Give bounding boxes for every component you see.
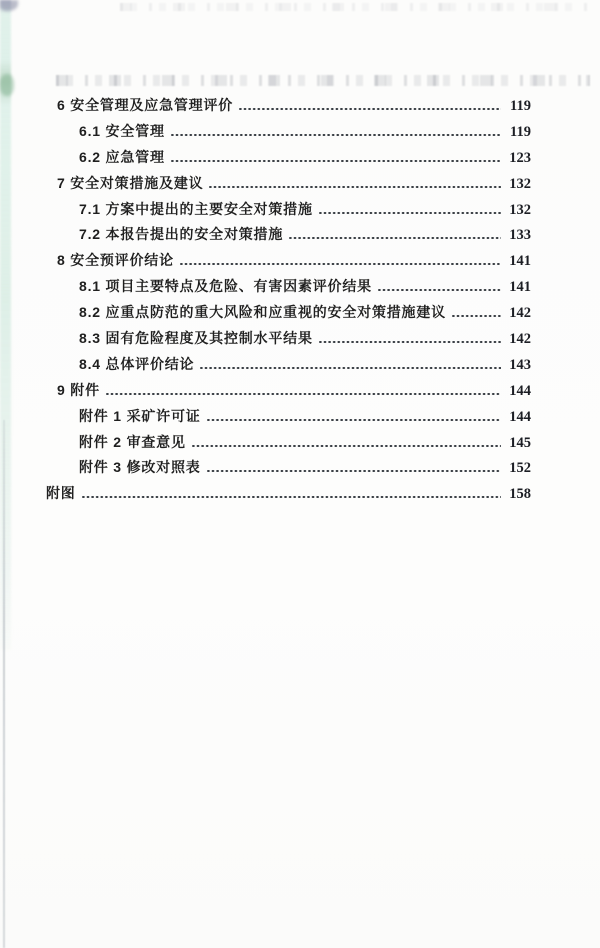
- toc-entry-page-number: 158: [509, 486, 531, 503]
- toc-entry-label: 7.2 本报告提出的安全对策措施: [79, 226, 284, 243]
- toc-entry-page-number: 119: [510, 98, 531, 114]
- toc-entry-label: 8.4 总体评价结论: [79, 355, 195, 372]
- bleed-through-artifact: [56, 75, 590, 86]
- dot-leader: [239, 108, 501, 110]
- toc-entry-label: 8 安全预评价结论: [57, 252, 174, 269]
- toc-entry: [46, 324, 531, 350]
- toc-entry: [46, 298, 531, 324]
- dot-leader: [378, 289, 501, 291]
- toc-entry: [46, 246, 531, 272]
- bleed-through-artifact-top: [120, 3, 590, 11]
- dot-leader: [207, 419, 501, 421]
- toc-entry-page-number: 119: [510, 123, 531, 140]
- toc-entry-label: 7.1 方案中提出的主要安全对策措施: [79, 200, 313, 217]
- toc-entry-label: 8.1 项目主要特点及危险、有害因素评价结果: [79, 278, 372, 295]
- toc-entry: [46, 195, 531, 221]
- dot-leader: [180, 263, 501, 265]
- dot-leader: [209, 186, 501, 188]
- toc-entry-label: 附件 3 修改对照表: [79, 459, 201, 476]
- toc-entry-page-number: 141: [509, 253, 531, 270]
- scan-smudge-corner: [0, 0, 18, 11]
- dot-leader: [319, 341, 501, 343]
- dot-leader: [319, 212, 501, 214]
- toc-entry-page-number: 144: [509, 382, 531, 399]
- dot-leader: [82, 496, 501, 498]
- toc-entry-label: 7 安全对策措施及建议: [57, 174, 204, 191]
- scan-smudge-green: [0, 74, 14, 96]
- dot-leader: [200, 367, 501, 369]
- dot-leader: [207, 470, 501, 472]
- toc-entry: [46, 350, 531, 376]
- toc-entry-label: 8.3 固有危险程度及其控制水平结果: [79, 330, 313, 347]
- toc-entry-page-number: 142: [509, 331, 531, 348]
- dot-leader: [452, 315, 501, 317]
- toc-entry: [46, 91, 531, 117]
- scan-edge-artifact: [0, 0, 11, 650]
- toc-entry-label: 附件 1 采矿许可证: [79, 407, 201, 424]
- dot-leader: [106, 393, 501, 395]
- toc-entry-page-number: 133: [509, 227, 531, 244]
- toc-entry-label: 9 附件: [57, 381, 100, 398]
- toc-entry-page-number: 132: [509, 201, 531, 218]
- dot-leader: [192, 445, 501, 447]
- toc-entry-page-number: 132: [509, 175, 531, 192]
- toc-entry: [46, 272, 531, 298]
- toc-entry: [46, 453, 531, 479]
- toc-entry: [46, 220, 531, 246]
- toc-entry-label: 附件 2 审查意见: [79, 433, 186, 450]
- toc-entry-page-number: 145: [509, 434, 531, 451]
- toc-entry: [46, 402, 531, 428]
- toc-entry-label: 6.1 安全管理: [79, 122, 165, 139]
- dot-leader: [171, 160, 501, 162]
- dot-leader: [171, 134, 501, 136]
- toc-entry: [46, 117, 531, 143]
- dot-leader: [289, 237, 501, 239]
- toc-entry-page-number: 141: [509, 279, 531, 296]
- toc-entry: [46, 376, 531, 402]
- toc-entry-label: 6.2 应急管理: [79, 148, 165, 165]
- toc-entry-page-number: 144: [509, 408, 531, 425]
- toc-entry-page-number: 123: [509, 149, 531, 166]
- toc-entry-label: 8.2 应重点防范的重大风险和应重视的安全对策措施建议: [79, 304, 446, 321]
- toc-entry: [46, 143, 531, 169]
- toc-entry: [46, 169, 531, 195]
- toc-entry-page-number: 142: [509, 305, 531, 322]
- table-of-contents: [46, 91, 531, 505]
- toc-entry-page-number: 143: [509, 356, 531, 373]
- toc-entry-label: 附图: [46, 485, 76, 502]
- toc-entry-page-number: 152: [509, 460, 531, 477]
- toc-entry: [46, 479, 531, 505]
- scan-edge-line-artifact: [3, 420, 5, 948]
- toc-entry: [46, 428, 531, 454]
- toc-entry-label: 6 安全管理及应急管理评价: [57, 97, 234, 113]
